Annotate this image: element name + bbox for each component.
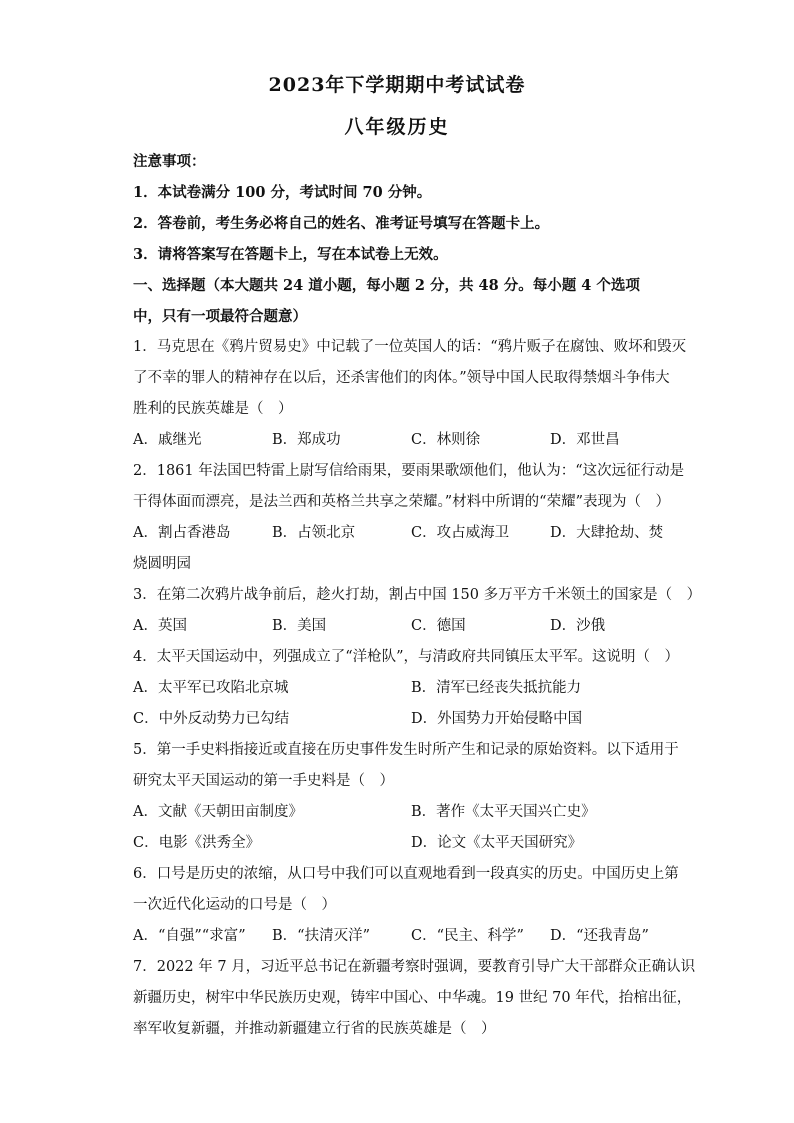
option-b[interactable]: B．郑成功 xyxy=(272,432,341,448)
option-d[interactable]: D．邓世昌 xyxy=(550,432,620,448)
question-1-line: 1．马克思在《鸦片贸易史》中记载了一位英国人的话：“鸦片贩子在腐蚀、败坏和毁灭 xyxy=(133,339,687,355)
option-b[interactable]: B．清军已经丧失抵抗能力 xyxy=(411,680,582,696)
option-c[interactable]: C．电影《洪秀全》 xyxy=(133,835,261,851)
option-a[interactable]: A．割占香港岛 xyxy=(133,525,231,541)
option-d[interactable]: D．大肆抢劫、焚 xyxy=(550,525,664,541)
section-heading-line: 中，只有一项最符合题意） xyxy=(133,308,307,325)
option-b[interactable]: B．占领北京 xyxy=(272,525,356,541)
notice-heading: 注意事项： xyxy=(133,153,206,170)
question-2-options xyxy=(133,518,663,549)
notice-item: 1．本试卷满分 100 分，考试时间 70 分钟。 xyxy=(133,184,432,201)
option-c[interactable]: C．“民主、科学” xyxy=(411,928,524,944)
question-7-line: 率军收复新疆，并推动新疆建立行省的民族英雄是（ ） xyxy=(133,1021,496,1037)
option-b[interactable]: B．“扶清灭洋” xyxy=(272,928,370,944)
question-6-line: 一次近代化运动的口号是（ ） xyxy=(133,897,336,913)
exam-title: 2023年下学期期中考试试卷 xyxy=(268,74,526,96)
option-b[interactable]: B．美国 xyxy=(272,618,327,634)
option-c[interactable]: C．林则徐 xyxy=(411,432,481,448)
question-1-options xyxy=(133,425,663,456)
question-7-line: 新疆历史，树牢中华民族历史观，铸牢中国心、中华魂。19 世纪 70 年代，抬棺出征， xyxy=(133,990,692,1006)
option-d-continuation[interactable]: 烧圆明园 xyxy=(133,556,191,572)
option-d[interactable]: D．外国势力开始侵略中国 xyxy=(411,711,583,727)
option-a[interactable]: A．太平军已攻陷北京城 xyxy=(133,680,289,696)
question-4-options-row1 xyxy=(133,673,663,704)
exam-subtitle: 八年级历史 xyxy=(344,116,450,138)
question-5-options-row2 xyxy=(133,828,663,859)
option-a[interactable]: A．“自强”“求富” xyxy=(133,928,246,944)
option-d[interactable]: D．论文《太平天国研究》 xyxy=(411,835,583,851)
option-b[interactable]: B．著作《太平天国兴亡史》 xyxy=(411,804,596,820)
option-a[interactable]: A．英国 xyxy=(133,618,187,634)
question-7-line: 7．2022 年 7 月，习近平总书记在新疆考察时强调，要教育引导广大干部群众正确认识 xyxy=(133,959,696,975)
option-d[interactable]: D．沙俄 xyxy=(550,618,606,634)
notice-item: 2．答卷前，考生务必将自己的姓名、准考证号填写在答题卡上。 xyxy=(133,215,550,232)
option-c[interactable]: C．德国 xyxy=(411,618,466,634)
question-3-line: 3．在第二次鸦片战争前后，趁火打劫，割占中国 150 多万平方千米领土的国家是（ ） xyxy=(133,587,702,603)
notice-item: 3．请将答案写在答题卡上，写在本试卷上无效。 xyxy=(133,246,448,263)
option-c[interactable]: C．中外反动势力已勾结 xyxy=(133,711,290,727)
question-4-options-row2 xyxy=(133,704,663,735)
question-2-line: 2．1861 年法国巴特雷上尉写信给雨果，要雨果歌颂他们，他认为：“这次远征行动是 xyxy=(133,463,685,479)
option-a[interactable]: A．戚继光 xyxy=(133,432,202,448)
option-d[interactable]: D．“还我青岛” xyxy=(550,928,649,944)
question-5-line: 研究太平天国运动的第一手史料是（ ） xyxy=(133,773,394,789)
question-6-options xyxy=(133,921,663,952)
question-1-line: 了不幸的罪人的精神存在以后，还杀害他们的肉体。”领导中国人民取得禁烟斗争伟大 xyxy=(133,370,670,386)
question-2-line: 干得体面而漂亮，是法兰西和英格兰共享之荣耀。”材料中所谓的“荣耀”表现为（ ） xyxy=(133,494,670,510)
question-4-line: 4．太平天国运动中，列强成立了“洋枪队”，与清政府共同镇压太平军。这说明（ ） xyxy=(133,649,680,665)
question-6-line: 6．口号是历史的浓缩，从口号中我们可以直观地看到一段真实的历史。中国历史上第 xyxy=(133,866,679,882)
option-a[interactable]: A．文献《天朝田亩制度》 xyxy=(133,804,303,820)
question-3-options xyxy=(133,611,663,642)
section-heading-line: 一、选择题（本大题共 24 道小题，每小题 2 分，共 48 分。每小题 4 个选项 xyxy=(133,277,640,294)
exam-content xyxy=(133,146,702,1045)
question-5-options-row1 xyxy=(133,797,663,828)
question-1-line: 胜利的民族英雄是（ ） xyxy=(133,401,293,417)
question-5-line: 5．第一手史料指接近或直接在历史事件发生时所产生和记录的原始资料。以下适用于 xyxy=(133,742,679,758)
option-c[interactable]: C．攻占威海卫 xyxy=(411,525,510,541)
